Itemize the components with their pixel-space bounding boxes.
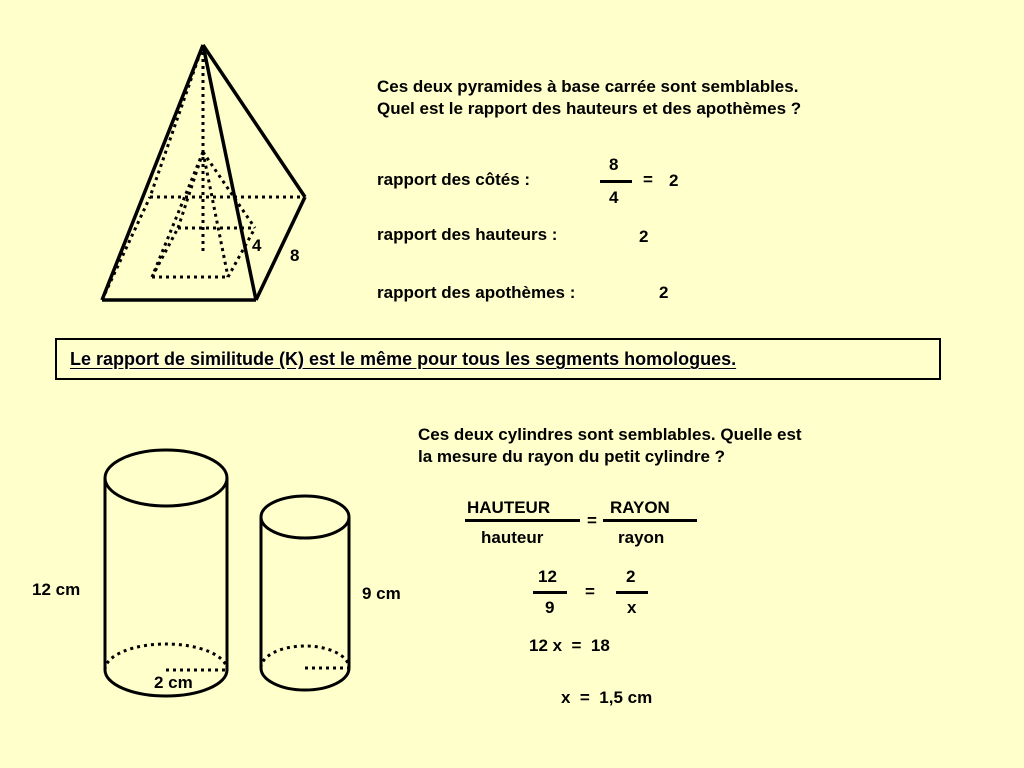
eq1-left-numerator: 12 [538,567,557,586]
ratio-sides-denominator: 4 [609,188,619,207]
eq1-equals: = [585,582,595,601]
formula-bottom-left: hauteur [481,528,544,547]
eq2: 12 x = 18 [529,636,610,655]
formula-top-left: HAUTEUR [467,498,551,517]
cylinders-question-line2: la mesure du rayon du petit cylindre ? [418,447,726,466]
ratio-sides-fraction-bar [600,180,632,183]
pyramids-question-line1: Ces deux pyramides à base carrée sont semblables. [377,77,799,96]
ratio-heights-value: 2 [639,227,649,246]
pyramids-question-line2: Quel est le rapport des hauteurs et des apothèmes ? [377,99,802,118]
ratio-apothems-value: 2 [659,283,669,302]
eq1-right-fraction-bar [616,591,648,594]
ratio-heights-label: rapport des hauteurs : [377,225,558,244]
formula-bottom-right: rayon [618,528,665,547]
eq3: x = 1,5 cm [561,688,653,707]
small-height-label: 9 cm [362,584,401,603]
ratio-sides-equals: = [643,170,653,189]
large-side-label: 8 [290,246,300,265]
eq1-left-fraction-bar [533,591,567,594]
ratio-apothems-label: rapport des apothèmes : [377,283,576,302]
ratio-sides-label: rapport des côtés : [377,170,531,189]
ratio-sides-numerator: 8 [609,155,619,174]
formula-top-right: RAYON [610,498,670,517]
eq1-right-numerator: 2 [626,567,636,586]
formula-equals: = [587,511,597,530]
similarity-rule-text: Le rapport de similitude (K) est le même pour tous les segments homologues. [70,349,737,369]
ratio-sides-value: 2 [669,171,679,190]
cylinders-question-line1: Ces deux cylindres sont semblables. Quelle est [418,425,802,444]
large-height-label: 12 cm [32,580,81,599]
similarity-rule-box [55,338,941,380]
formula-right-fraction-bar [603,519,697,522]
small-side-label: 4 [252,236,262,255]
eq1-right-denominator: x [627,598,637,617]
large-radius-label: 2 cm [154,673,193,692]
eq1-left-denominator: 9 [545,598,555,617]
formula-left-fraction-bar [465,519,580,522]
